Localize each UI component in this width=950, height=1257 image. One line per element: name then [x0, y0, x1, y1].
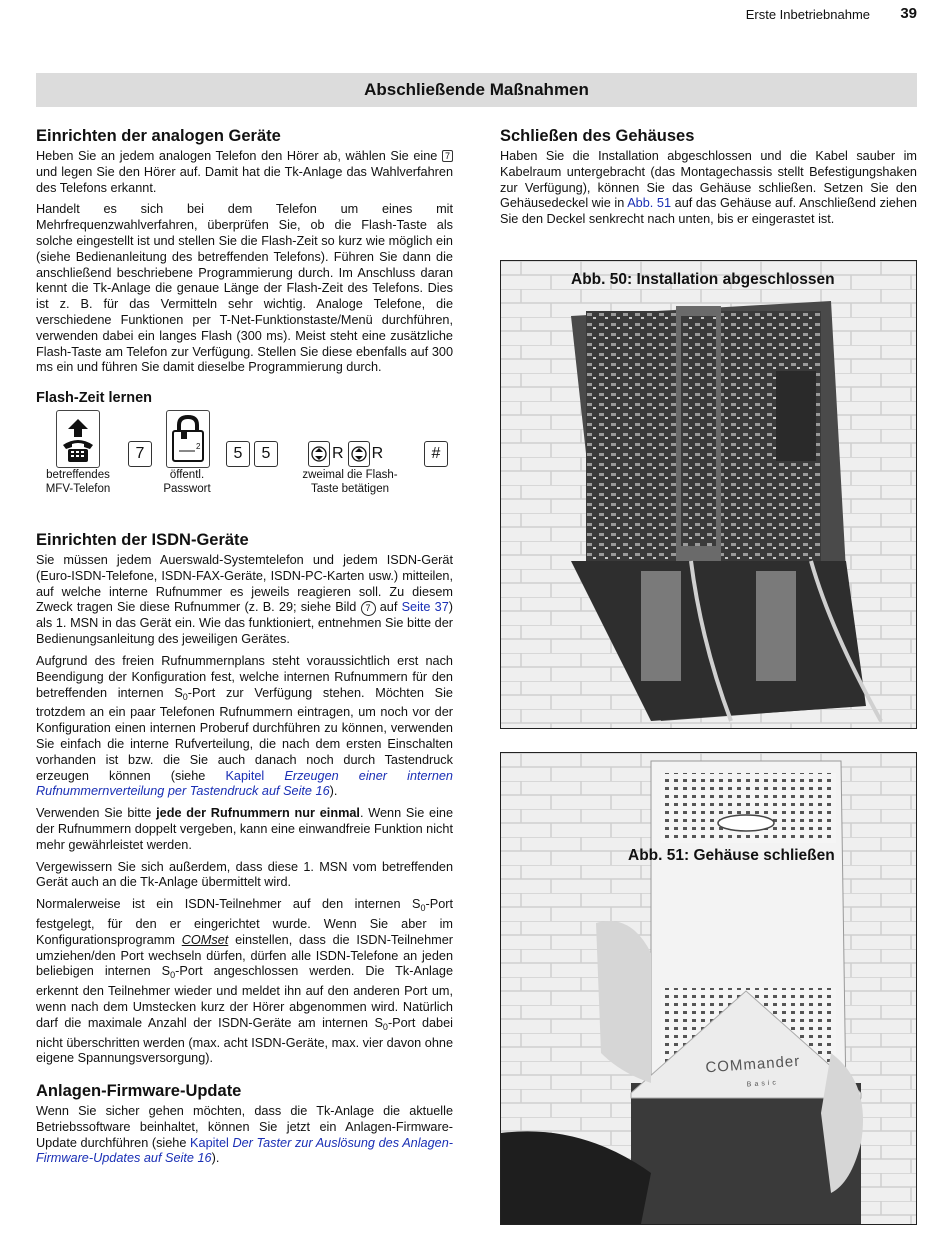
flash-updown-icon-2 — [348, 441, 370, 467]
running-header-section: Erste Inbetriebnahme — [745, 7, 870, 22]
caption-flash: zweimal die Flash-Taste betätigen — [302, 469, 398, 495]
link-kapitel-firmware[interactable]: Kapitel Der Taster zur Auslösung des Anlagen-Firmware-Updates auf Seite 16 — [36, 1135, 453, 1166]
brand-name: COMmander — [704, 1052, 801, 1077]
isdn-paragraph-3: Verwenden Sie bitte jede der Rufnummern nur einmal. Wenn Sie eine der Rufnummern doppelt vergeben, kann eine einwandfreie Funktion nicht mehr gewährleistet werden. — [36, 806, 454, 852]
isdn-paragraph-4: Vergewissern Sie sich außerdem, dass diese 1. MSN vom betreffenden Gerät auch an die Tk-Anlage übermittelt wird. — [36, 859, 453, 890]
heading-flash: Flash-Zeit lernen — [36, 390, 153, 406]
isdn-paragraph-5: Normalerweise ist ein ISDN-Teilnehmer auf den internen $S_0$-Port festgelegt, für den er eingerichtet wurde. Wenn Sie aber im Konfigurationsprogramm COMset einstellen, dass die ISDN-Teilnehmer umziehen/den Port wechseln dürfen, dürfen alle ISDN-Telefone an jeden beliebigen internen $S_0$-Port angeschlossen werden. Die Tk-Anlage erkennt den Teilnehmer wieder und meldet ihn auf den anderen Port um, wenn nach dem Umstecken kurz der Hörer abgenommen wird. Natürlich darf die maximale Anzahl der ISDN-Geräte am internen $S_0$-Port dabei nicht überschritten werden (max. acht ISDN-Geräte, max. vier davon ohne eigene Spannungsversorgung). — [36, 897, 453, 1066]
brand-sub: Basic — [746, 1079, 780, 1089]
banner-title: Abschließende Maßnahmen — [364, 80, 589, 99]
housing-photo — [501, 753, 916, 1224]
key-7: 7 — [128, 441, 152, 467]
analog-text — [36, 149, 453, 382]
installation-photo — [501, 261, 916, 728]
firmware-paragraph: Wenn Sie sicher gehen möchten, dass die Tk-Anlage die aktuelle Betriebssoftware beinhaltet, können Sie jetzt ein Anlagen-Firmware-Update durchführen (siehe Kapitel Der Taster zur Auslösung des Anlagen-Firmware-Updates auf Seite 16). — [36, 1104, 453, 1166]
figure-51-caption: Abb. 51: Gehäuse schließen — [628, 847, 835, 864]
flash-r-2: R — [371, 445, 384, 462]
link-seite-37[interactable]: Seite 37 — [401, 600, 449, 615]
key-7-icon: 7 — [442, 150, 453, 162]
key-5-first: 5 — [226, 441, 250, 467]
key-5-second: 5 — [254, 441, 278, 467]
housing-paragraph: Haben Sie die Installation abgeschlossen und die Kabel sauber im Kabelraum untergebracht (das Montagechassis stellt Befestigungshaken zur Verfügung), können Sie das Gehäuse schließen. Setzen Sie den Gehäusedeckel wie in Abb. 51 auf das Gehäuse auf. Anschließend ziehen Sie den Deckel senkrecht nach unten, bis er eingerastet ist. — [500, 149, 917, 227]
caption-phone: betreffendes MFV-Telefon — [45, 469, 111, 495]
brand-logo — [705, 1053, 802, 1094]
svg-text:2: 2 — [196, 442, 201, 451]
page-number: 39 — [900, 5, 917, 22]
firmware-text — [36, 1104, 453, 1173]
flash-button-group — [308, 441, 383, 467]
flash-r-1: R — [332, 445, 344, 462]
analog-paragraph-2: Handelt es sich bei dem Telefon um eines mit Mehrfrequenzwahlverfahren, überprüfen Sie, ob die Flash-Taste als solche eingestellt ist und stellen Sie die Flash-Zeit so kurz wie möglich ein (siehe Bedienanleitung des betreffenden Telefons). Führen Sie dann die anschließend beschriebene Programmierung durch. Im Anschluss daran kennt die Tk-Anlage die genaue Länge der Flash-Zeit des Telefons. Dies ist z. B. für das Vermitteln sehr wichtig. Analoge Telefone, die verschiedene Funktionen per T-Net-Funktionstaste/Menü durchführen, verwenden dabei ein langes Flash (300 ms). Meist steht eine zusätzliche Flash-Taste am Telefon zur Verfügung. Stellen Sie diese ebenfalls auf 300 ms ein und führen Sie damit dieselbe Programmierung durch. — [36, 202, 453, 375]
isdn-paragraph-2: Aufgrund des freien Rufnummernplans steht voraussichtlich erst nach Beendigung der Konfiguration fest, welche internen Rufnummern für den betreffenden internen $S_0$-Port zur Verfügung stehen. Möchten Sie trotzdem an ein paar Telefonen Rufnummern eintragen, um noch vor der Konfiguration einen internen Proberuf durchführen zu können, verwenden Sie einfach die interne Rufverteilung, die nach dem ersten Einschalten vorhanden ist bzw. die Sie auch danach noch durch Tastendruck erzeugen können (siehe Kapitel Erzeugen einer internen Rufnummernverteilung per Tastendruck auf Seite 16). — [36, 653, 453, 799]
figure-51 — [500, 752, 917, 1225]
flash-updown-icon — [308, 441, 330, 467]
link-kapitel-rufnummernverteilung[interactable]: Kapitel Erzeugen einer internen Rufnummernverteilung per Tastendruck auf Seite 16 — [36, 768, 453, 799]
analog-paragraph-1: Heben Sie an jedem analogen Telefon den Hörer ab, wählen Sie eine 7 und legen Sie den Hörer auf. Damit hat die Tk-Anlage das Wahlverfahren des Telefons erkannt. — [36, 149, 453, 195]
link-abb-51[interactable]: Abb. 51 — [627, 196, 672, 211]
heading-isdn: Einrichten der ISDN-Geräte — [36, 531, 249, 549]
chapter-banner — [36, 73, 917, 107]
isdn-text — [36, 553, 453, 1073]
figure-ref-circle: 7 — [361, 601, 376, 616]
flash-sequence — [36, 408, 453, 498]
heading-housing: Schließen des Gehäuses — [500, 127, 695, 145]
heading-firmware: Anlagen-Firmware-Update — [36, 1082, 242, 1100]
key-hash: # — [424, 441, 448, 467]
heading-analog: Einrichten der analogen Geräte — [36, 127, 281, 145]
phone-icon — [56, 410, 100, 468]
figure-50 — [500, 260, 917, 729]
padlock-password-icon — [166, 410, 210, 468]
figure-50-caption: Abb. 50: Installation abgeschlossen — [571, 271, 835, 288]
isdn-paragraph-1: Sie müssen jedem Auerswald-Systemtelefon und jedem ISDN-Gerät (Euro-ISDN-Telefone, ISDN-FAX-Geräte, ISDN-PC-Karten usw.) mitteilen, auf welche interne Rufnummer es jeweils reagieren soll. Zu diesem Zweck tragen Sie diese Rufnummer (z. B. 29; siehe Bild 7 auf Seite 37) als 1. MSN in das Gerät ein. Wie das funktioniert, entnehmen Sie bitte der Bedienungsanleitung des jeweiligen Gerätes. — [36, 553, 454, 647]
housing-text — [500, 149, 917, 234]
caption-password: öffentl. Passwort — [163, 469, 211, 495]
comset-term: COMset — [181, 932, 229, 947]
